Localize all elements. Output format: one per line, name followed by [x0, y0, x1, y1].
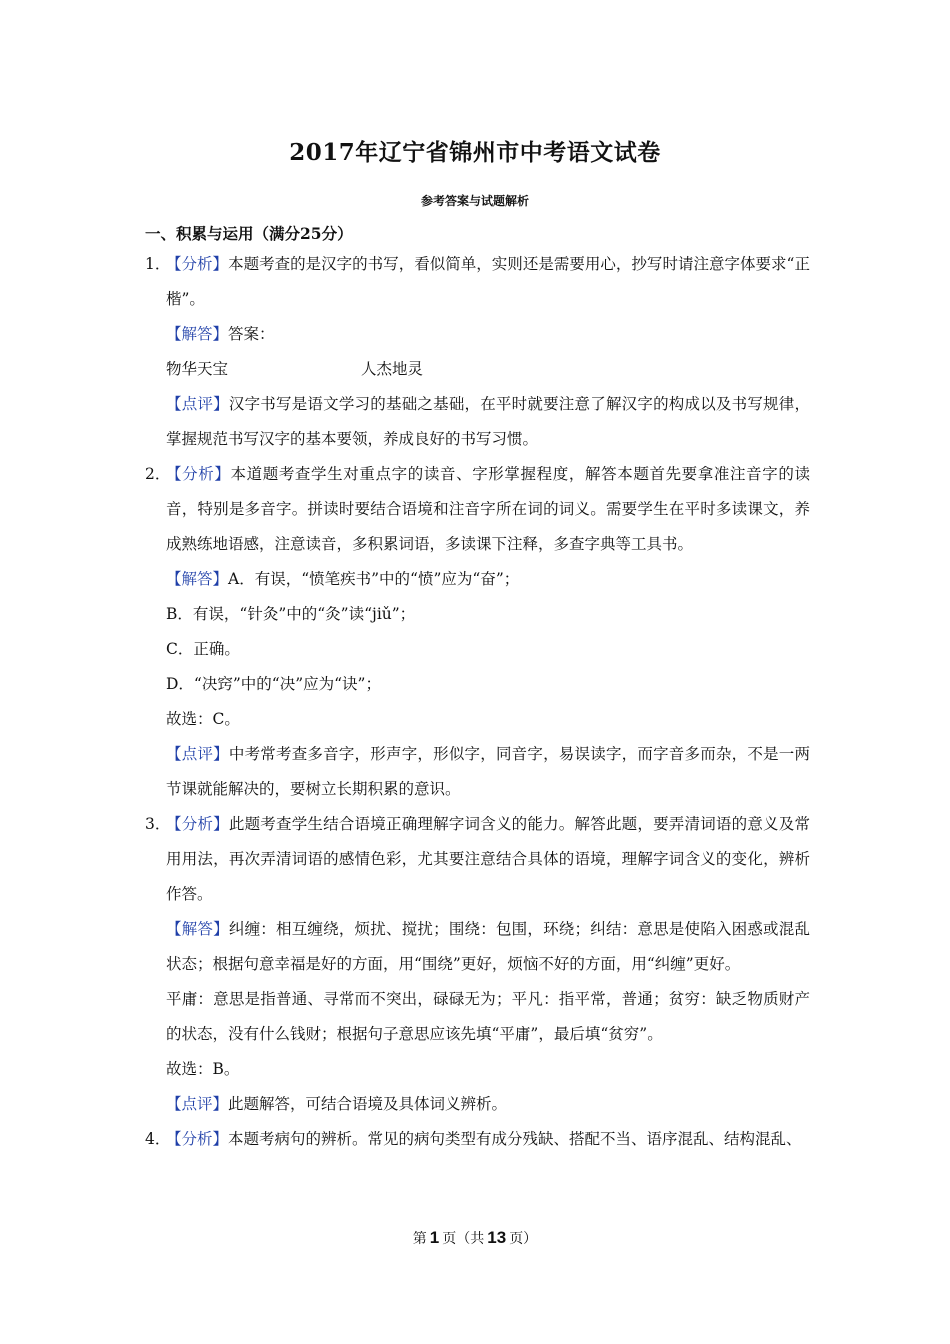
footer-prefix: 第: [412, 1231, 427, 1247]
question-number: 3．: [145, 815, 171, 833]
answer-paragraph: [166, 912, 810, 982]
answer-text: 纠缠：相互缠绕，烦扰、搅扰；围绕：包围，环绕；纠结：意思是使陷入困惑或混乱状态；根据句意幸福是好的方面，用“围绕”更好，烦恼不好的方面，用“纠缠”更好。: [166, 920, 810, 973]
analysis-paragraph: [166, 247, 810, 317]
answer-line: 故选：C。: [166, 710, 240, 728]
question-item-1: [145, 247, 810, 457]
footer-suffix: 页）: [509, 1231, 538, 1247]
answer-tag: 【解答】: [166, 325, 229, 343]
analysis-tag: 【分析】: [166, 1130, 229, 1148]
comment-text: 汉字书写是语文学习的基础之基础，在平时就要注意了解汉字的构成以及书写规律，掌握规范书写汉字的基本要领，养成良好的书写习惯。: [166, 395, 810, 448]
question-number: 4．: [145, 1130, 171, 1148]
comment-text: 此题解答，可结合语境及具体词义辨析。: [228, 1095, 508, 1113]
answer-word: 人杰地灵: [361, 360, 424, 378]
comment-tag: 【点评】: [166, 395, 229, 413]
analysis-tag: 【分析】: [166, 815, 229, 833]
comment-tag: 【点评】: [166, 1095, 229, 1113]
comment-tag: 【点评】: [166, 745, 229, 763]
analysis-text: 本题考病句的辨析。常见的病句类型有成分残缺、搭配不当、语序混乱、结构混乱、: [228, 1130, 802, 1148]
answer-content: [145, 247, 810, 1157]
analysis-text: 本道题考查学生对重点字的读音、字形掌握程度，解答本题首先要拿准注音字的读音，特别是多音字。拼读时要结合语境和注音字所在词的词义。需要学生在平时多读课文，养成熟练地语感，注意读音，多积累词语，多读课下注释，多查字典等工具书。: [166, 465, 810, 553]
section-heading: 一、积累与运用（满分25分）: [145, 224, 353, 243]
comment-paragraph: [166, 387, 810, 457]
footer-page-number: 1: [429, 1228, 440, 1247]
question-item-3: [145, 807, 810, 1122]
answer-tag: 【解答】: [166, 570, 229, 588]
question-number: 1．: [145, 255, 171, 273]
question-number: 2．: [145, 465, 171, 483]
answer-tag: 【解答】: [166, 920, 229, 938]
analysis-paragraph: [166, 807, 810, 912]
answer-line: 平庸：意思是指普通、寻常而不突出，碌碌无为；平凡：指平常，普通；贫穷：缺乏物质财产的状态，没有什么钱财；根据句子意思应该先填“平庸”，最后填“贫穷”。: [166, 990, 810, 1043]
analysis-paragraph: [166, 1122, 810, 1157]
answer-paragraph: [166, 317, 810, 352]
answer-paragraph: [166, 562, 810, 597]
page-title: 2017年辽宁省锦州市中考语文试卷: [289, 139, 661, 166]
question-item-4: [145, 1122, 810, 1157]
question-item-2: [145, 457, 810, 807]
analysis-text: 此题考查学生结合语境正确理解字词含义的能力。解答此题，要弄清词语的意义及常用用法，再次弄清词语的感情色彩，尤其要注意结合具体的语境，理解字词含义的变化，辨析作答。: [166, 815, 810, 903]
analysis-tag: 【分析】: [166, 465, 231, 483]
answer-line: B．有误，“针灸”中的“灸”读“jiǔ”；: [166, 605, 416, 623]
answer-text: A．有误，“愤笔疾书”中的“愤”应为“奋”；: [228, 570, 520, 588]
page-footer: [0, 1228, 950, 1248]
answer-line: C．正确。: [166, 640, 240, 658]
comment-text: 中考常考查多音字，形声字，形似字，同音字，易误读字，而字音多而杂，不是一两节课就能解决的，要树立长期积累的意识。: [166, 745, 810, 798]
analysis-paragraph: [166, 457, 810, 562]
answer-words: [166, 352, 810, 387]
footer-total-pages: 13: [487, 1228, 507, 1247]
answer-line: 故选：B。: [166, 1060, 240, 1078]
footer-middle: 页（共: [442, 1231, 485, 1247]
comment-paragraph: [166, 737, 810, 807]
page-subtitle: 参考答案与试题解析: [420, 194, 529, 208]
answer-line: D．“决窍”中的“决”应为“诀”；: [166, 675, 381, 693]
answer-word: 物华天宝: [166, 360, 229, 378]
analysis-tag: 【分析】: [166, 255, 229, 273]
answer-text: 答案：: [228, 325, 275, 343]
comment-paragraph: [166, 1087, 810, 1122]
analysis-text: 本题考查的是汉字的书写，看似简单，实则还是需要用心，抄写时请注意字体要求“正楷”。: [166, 255, 810, 308]
